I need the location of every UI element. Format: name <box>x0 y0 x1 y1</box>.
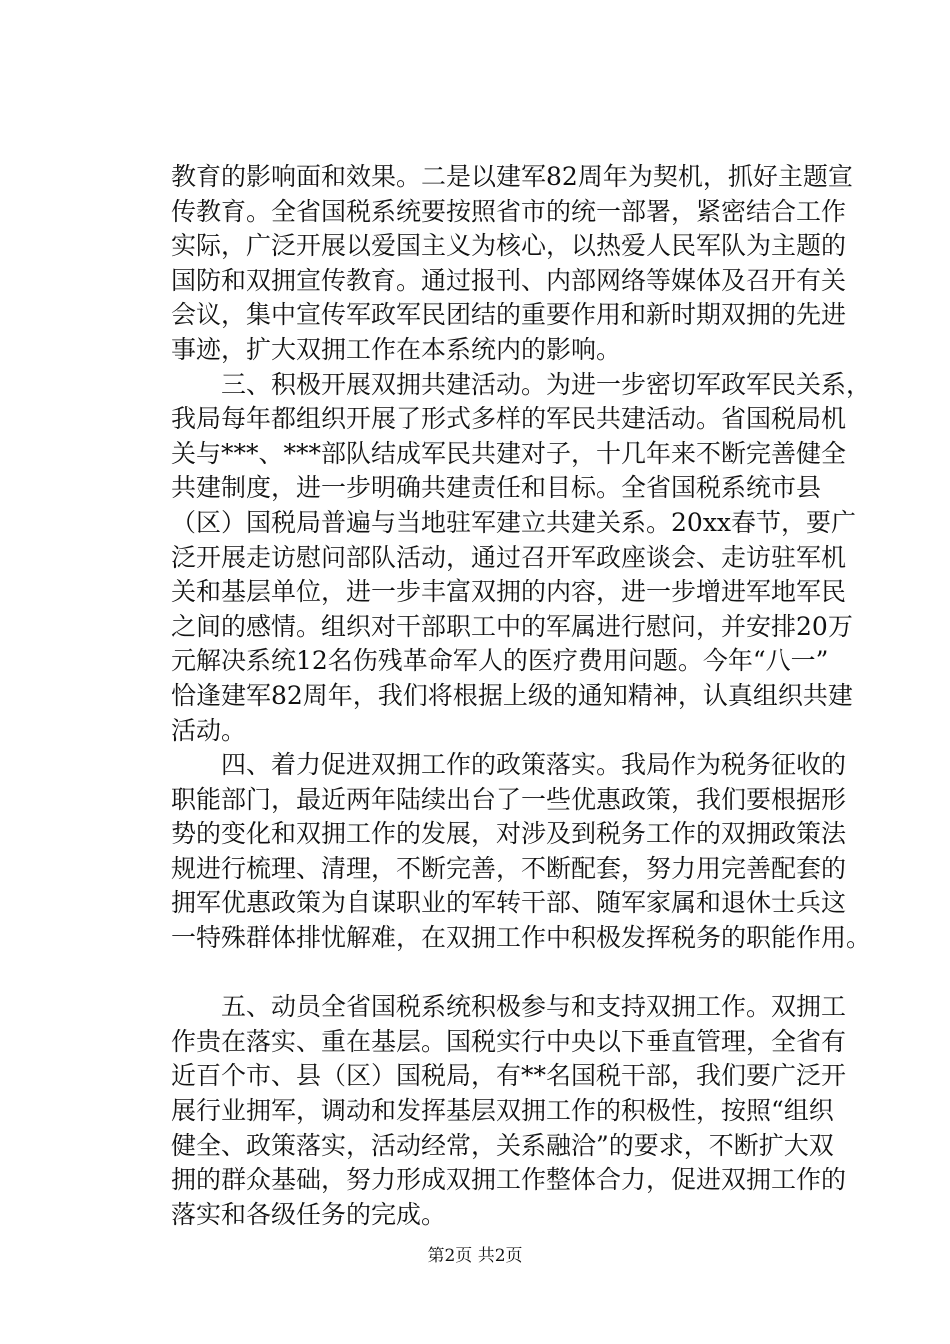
text-line: 拥军优惠政策为自谋职业的军转干部、随军家属和退休士兵这 <box>171 888 847 918</box>
paragraph-2 <box>171 368 872 749</box>
text-line: 事迹，扩大双拥工作在本系统内的影响。 <box>171 334 622 364</box>
text-line: 规进行梳理、清理，不断完善，不断配套，努力用完善配套的 <box>171 853 847 883</box>
text-line: 职能部门，最近两年陆续出台了一些优惠政策，我们要根据形 <box>171 784 847 814</box>
text-line: 之间的感情。组织对干部职工中的军属进行慰问，并安排20万 <box>171 611 853 641</box>
text-line: 实际，广泛开展以爱国主义为核心，以热爱人民军队为主题的 <box>171 231 847 261</box>
text-line: 健全、政策落实，活动经常，关系融洽”的要求，不断扩大双 <box>171 1130 834 1160</box>
text-line: 势的变化和双拥工作的发展，对涉及到税务工作的双拥政策法 <box>171 819 847 849</box>
text-line: 四、着力促进双拥工作的政策落实。我局作为税务征收的 <box>171 750 847 780</box>
document-body <box>171 160 872 1232</box>
text-line: 泛开展走访慰问部队活动，通过召开军政座谈会、走访驻军机 <box>171 542 847 572</box>
page-number: 第2页 共2页 <box>427 1246 523 1266</box>
paragraph-4 <box>171 990 851 1232</box>
text-line: 三、积极开展双拥共建活动。为进一步密切军政军民关系， <box>171 369 872 399</box>
text-line: 我局每年都组织开展了形式多样的军民共建活动。省国税局机 <box>171 404 847 434</box>
text-line: 共建制度，进一步明确共建责任和目标。全省国税系统市县 <box>171 473 822 503</box>
text-line: 关和基层单位，进一步丰富双拥的内容，进一步增进军地军民 <box>171 577 847 607</box>
text-line: 近百个市、县（区）国税局，有**名国税干部，我们要广泛开 <box>171 1061 847 1091</box>
text-line: 拥的群众基础，努力形成双拥工作整体合力，促进双拥工作的 <box>171 1165 847 1195</box>
text-line: 一特殊群体排忧解难，在双拥工作中积极发挥税务的职能作用。 <box>171 923 872 953</box>
paragraph-spacer <box>171 956 851 991</box>
text-line: 传教育。全省国税系统要按照省市的统一部署，紧密结合工作 <box>171 196 847 226</box>
text-line: 会议，集中宣传军政军民团结的重要作用和新时期双拥的先进 <box>171 300 847 330</box>
text-line: 教育的影响面和效果。二是以建军82周年为契机，抓好主题宣 <box>171 162 853 191</box>
text-line: 元解决系统12名伤残革命军人的医疗费用问题。今年“八一” <box>171 646 829 676</box>
text-line: 恰逢建军82周年，我们将根据上级的通知精神，认真组织共建 <box>171 680 853 710</box>
paragraph-3 <box>171 748 872 956</box>
paragraph-1 <box>171 160 851 368</box>
text-line: 活动。 <box>171 715 247 745</box>
text-line: 作贵在落实、重在基层。国税实行中央以下垂直管理，全省有 <box>171 1026 847 1056</box>
text-line: 五、动员全省国税系统积极参与和支持双拥工作。双拥工 <box>171 992 847 1022</box>
text-line: 关与***、***部队结成军民共建对子，十几年来不断完善健全 <box>171 438 847 468</box>
text-line: （区）国税局普遍与当地驻军建立共建关系。20xx春节，要广 <box>171 507 857 537</box>
text-line: 展行业拥军，调动和发挥基层双拥工作的积极性，按照“组织 <box>171 1096 834 1126</box>
text-line: 落实和各级任务的完成。 <box>171 1199 447 1229</box>
text-line: 国防和双拥宣传教育。通过报刊、内部网络等媒体及召开有关 <box>171 265 847 295</box>
